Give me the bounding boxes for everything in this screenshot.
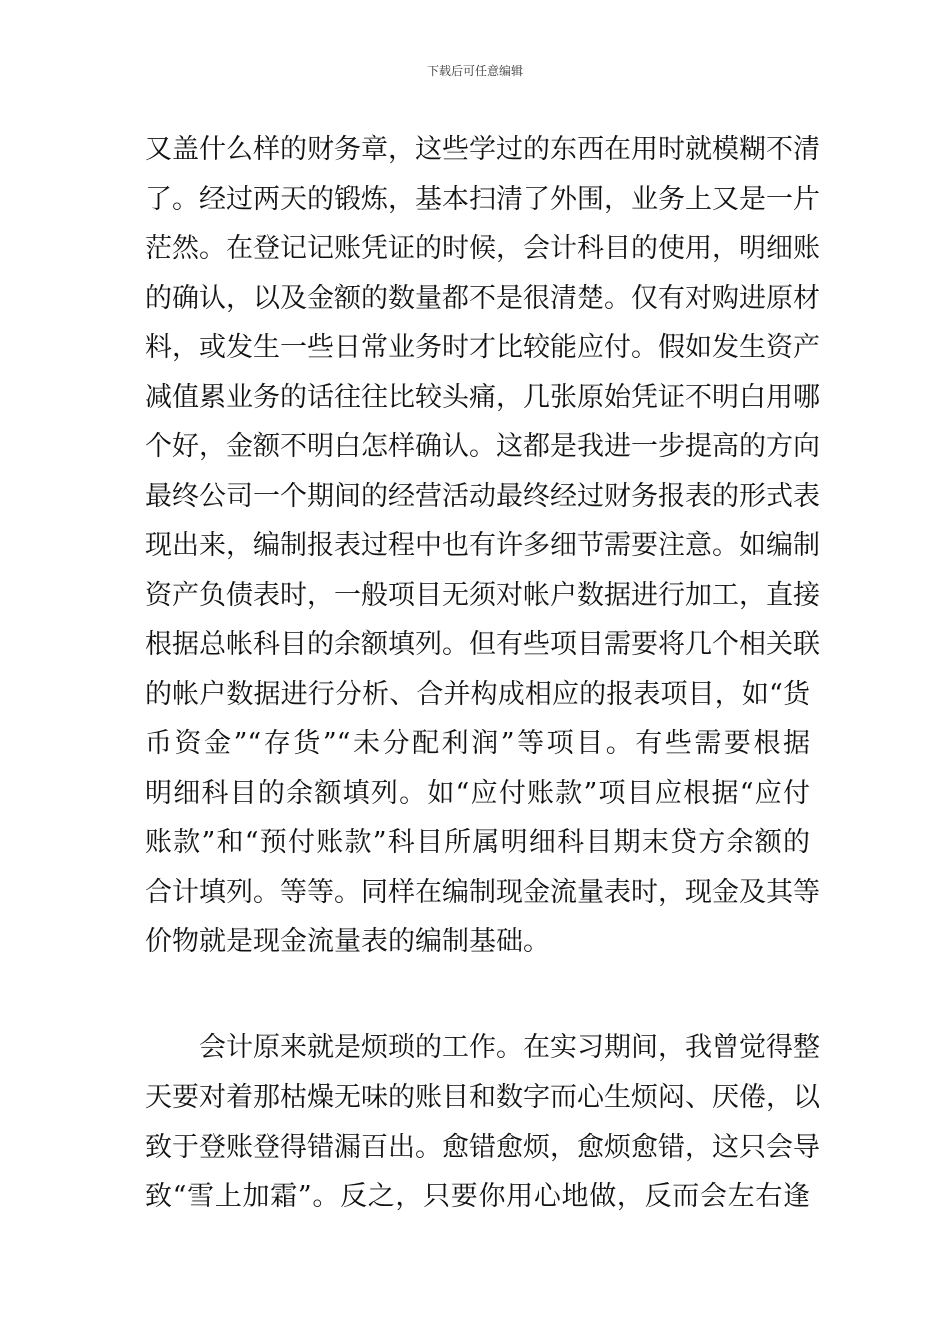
- text-line: 会计原来就是烦琐的工作。在实习期间，我曾觉得整: [199, 1032, 820, 1063]
- text-line: 天要对着那枯燥无味的账目和数字而心生烦闷、厌倦，以: [145, 1082, 820, 1113]
- text-line: 币资金”“存货”“未分配利润”等项目。有些需要根据: [145, 728, 810, 759]
- text-line: 又盖什么样的财务章，这些学过的东西在用时就模糊不清: [145, 134, 820, 165]
- text-line: 个好，金额不明白怎样确认。这都是我进一步提高的方向: [145, 431, 820, 462]
- text-line: 现出来，编制报表过程中也有许多细节需要注意。如编制: [145, 530, 820, 561]
- text-line: 的帐户数据进行分析、合并构成相应的报表项目，如“货: [145, 679, 810, 710]
- text-line: 价物就是现金流量表的编制基础。: [145, 926, 550, 957]
- text-line: 根据总帐科目的余额填列。但有些项目需要将几个相关联: [145, 629, 820, 660]
- text-line: 减值累业务的话往往比较头痛，几张原始凭证不明白用哪: [145, 382, 820, 413]
- page-header: 下载后可任意编辑: [426, 64, 523, 78]
- text-line: 最终公司一个期间的经营活动最终经过财务报表的形式表: [145, 481, 820, 512]
- text-line: 账款”和“预付账款”科目所属明细科目期末贷方余额的: [145, 827, 810, 858]
- text-line: 茫然。在登记记账凭证的时候，会计科目的使用，明细账: [145, 233, 820, 264]
- text-line: 的确认，以及金额的数量都不是很清楚。仅有对购进原材: [145, 283, 820, 314]
- text-line: 资产负债表时，一般项目无须对帐户数据进行加工，直接: [145, 580, 820, 611]
- text-line: 料，或发生一些日常业务时才比较能应付。假如发生资产: [145, 332, 820, 363]
- text-line: 合计填列。等等。同样在编制现金流量表时，现金及其等: [145, 877, 820, 908]
- text-line: 了。经过两天的锻炼，基本扫清了外围，业务上又是一片: [145, 184, 820, 215]
- text-line: 明细科目的余额填列。如“应付账款”项目应根据“应付: [145, 778, 810, 809]
- text-line: 致“雪上加霜”。反之，只要你用心地做，反而会左右逢: [145, 1181, 810, 1212]
- text-line: 致于登账登得错漏百出。愈错愈烦，愈烦愈错，这只会导: [145, 1132, 820, 1163]
